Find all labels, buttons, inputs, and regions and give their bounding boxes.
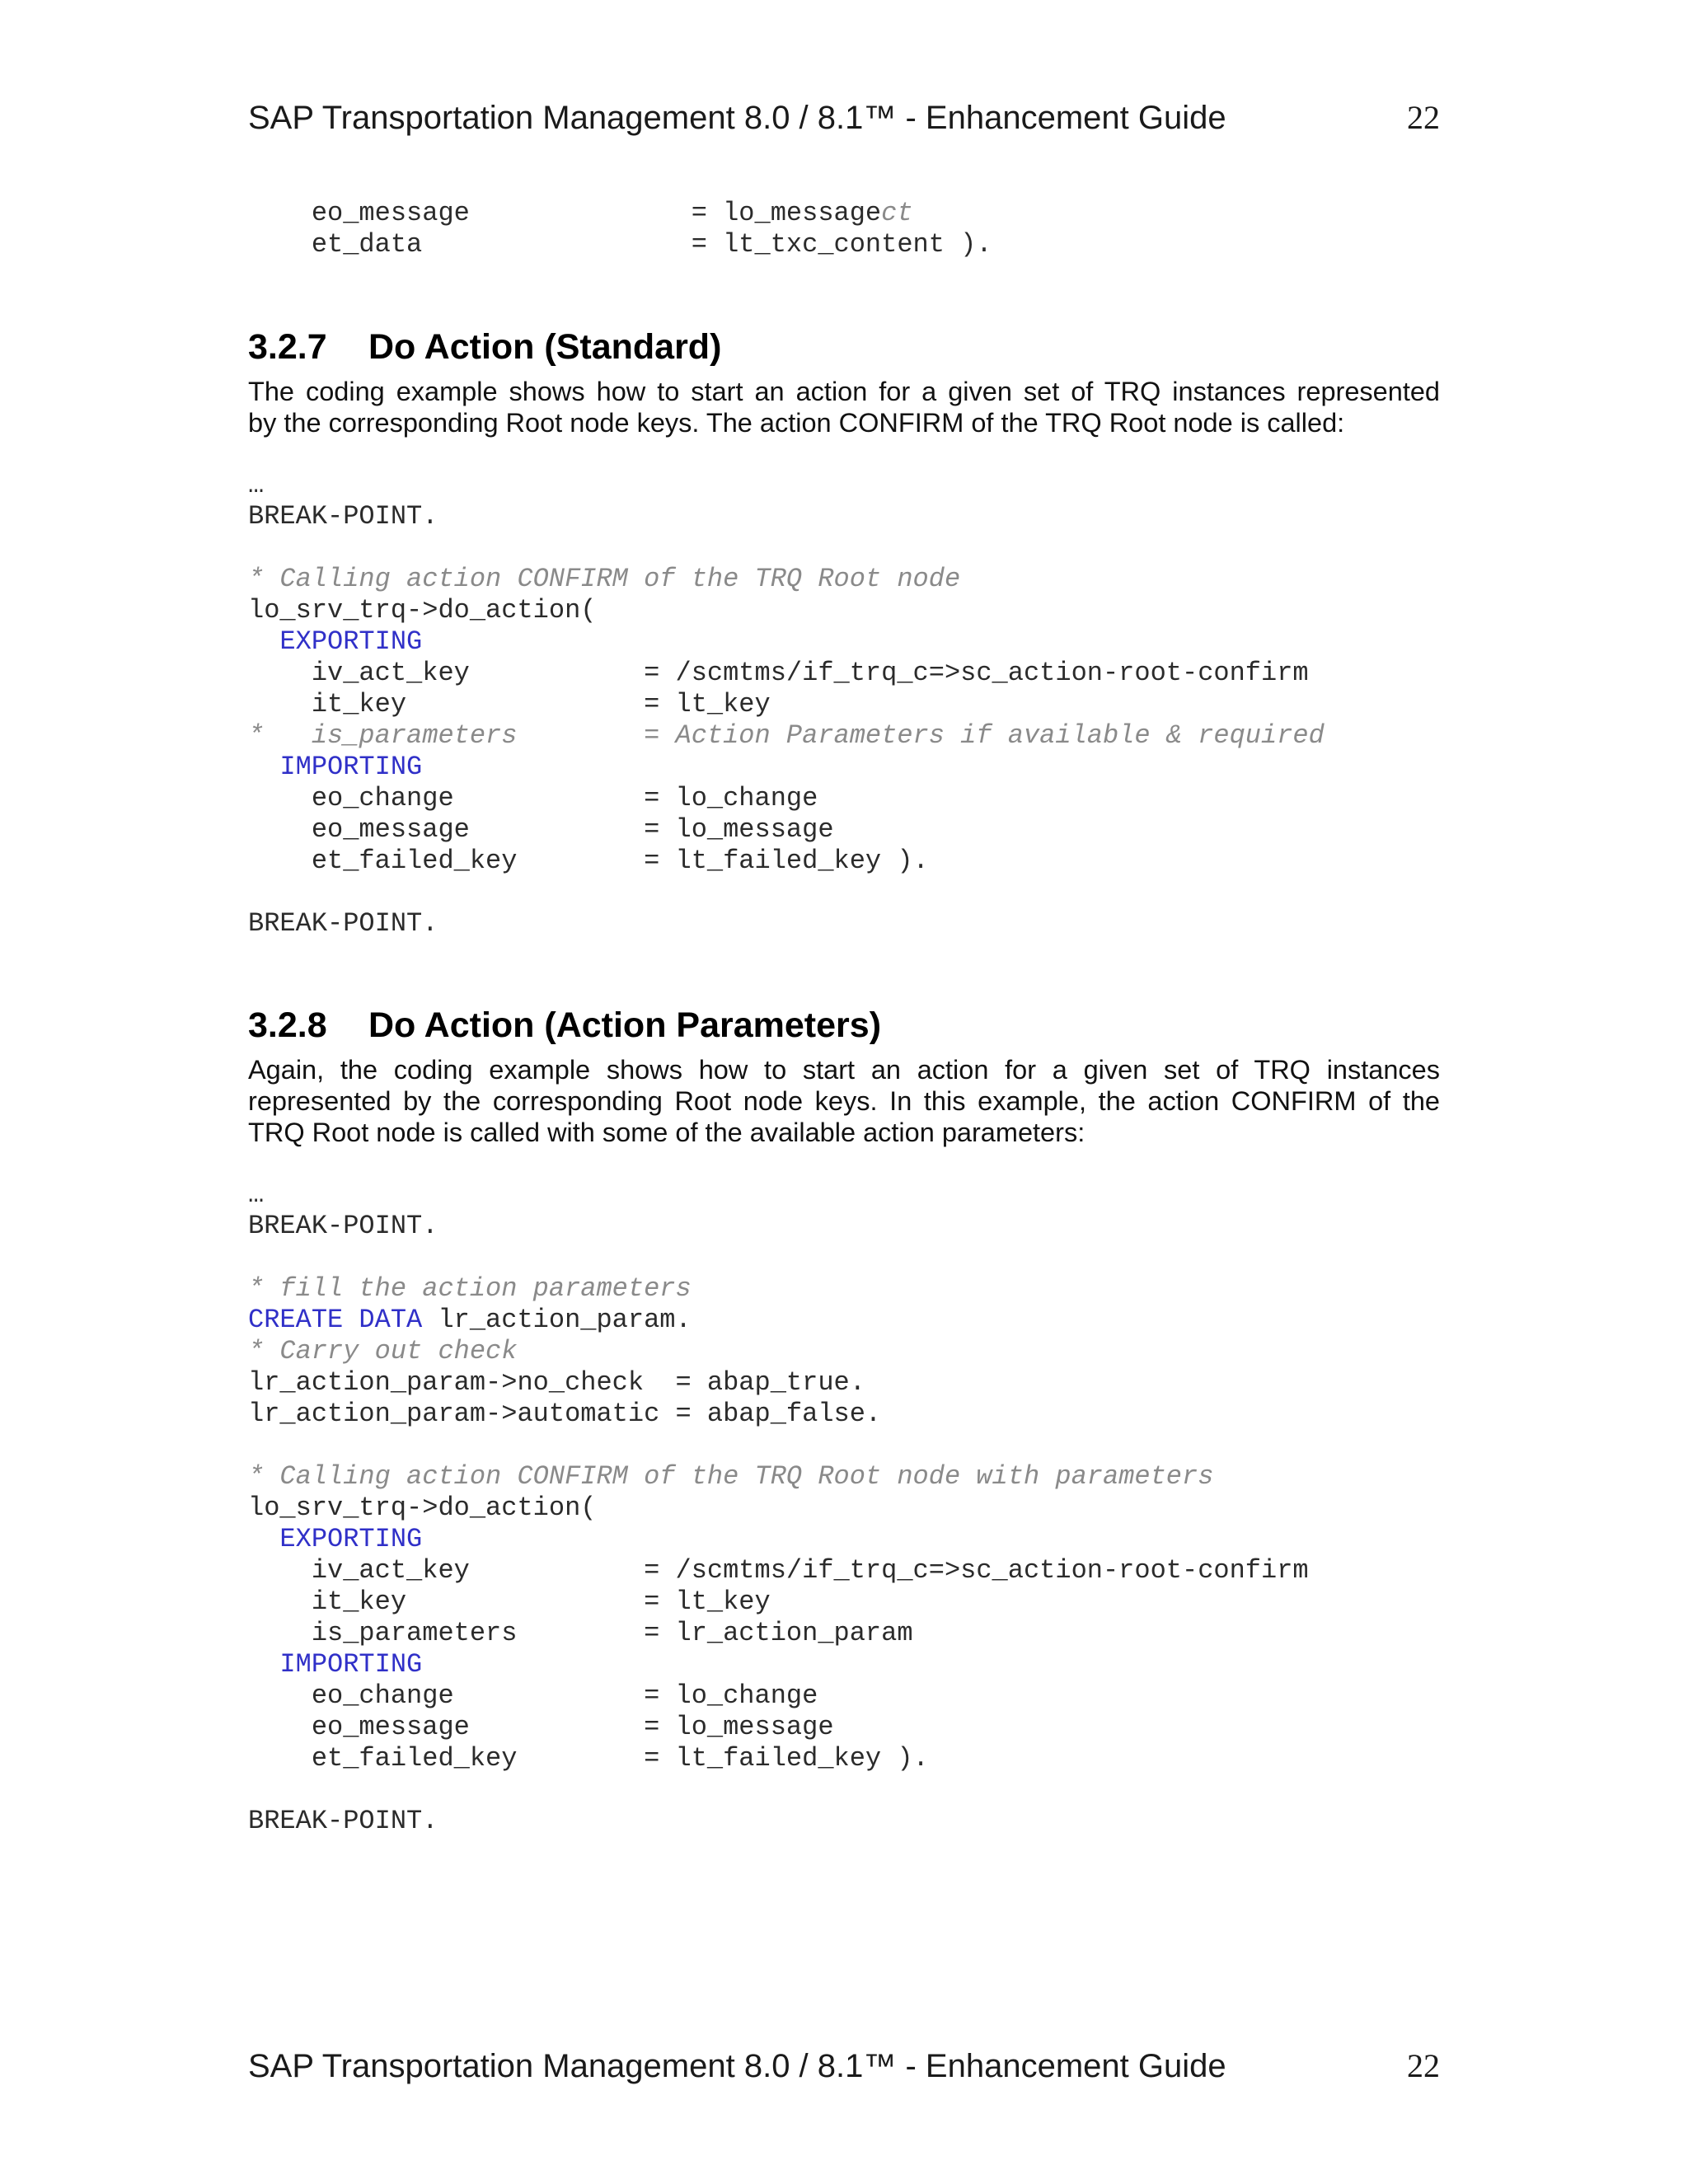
- code-line: [248, 1399, 1309, 1430]
- code-comment: * is_parameters = Action Parameters if available & required: [248, 720, 1325, 751]
- code-text: et_data = lt_txc_content ).: [248, 229, 992, 260]
- section-heading-3-2-8: [248, 1005, 881, 1046]
- code-block-do-action-standard: [248, 470, 1325, 940]
- code-line: [248, 1430, 1309, 1461]
- header-title: SAP Transportation Management 8.0 / 8.1™ - Enhancement Guide: [248, 100, 1226, 136]
- code-line: [248, 1242, 1309, 1273]
- section-number: 3.2.8: [248, 1005, 327, 1045]
- code-text: et_failed_key = lt_failed_key ).: [248, 846, 929, 876]
- code-line: [248, 1712, 1309, 1743]
- code-line: [248, 814, 1325, 846]
- page-footer: [248, 2046, 1440, 2086]
- code-line: [248, 1336, 1309, 1367]
- code-line: [248, 1524, 1309, 1555]
- section-number: 3.2.7: [248, 327, 327, 367]
- paragraph-line: The coding example shows how to start an action for a given set of TRQ instances represented: [248, 377, 1440, 406]
- code-comment: ct: [881, 198, 913, 228]
- code-text: lr_action_param.: [422, 1305, 692, 1335]
- code-block-do-action-parameters: [248, 1179, 1309, 1837]
- code-line: [248, 1743, 1309, 1774]
- code-text: BREAK-POINT.: [248, 501, 438, 532]
- code-text: lo_srv_trq->do_action(: [248, 595, 597, 626]
- header-page-number: 22: [1407, 99, 1440, 136]
- code-line: [248, 1305, 1309, 1336]
- code-keyword: IMPORTING: [248, 1649, 423, 1680]
- code-line: [248, 1211, 1309, 1242]
- code-text: BREAK-POINT.: [248, 1211, 438, 1241]
- code-line: [248, 1680, 1309, 1712]
- code-comment: * Calling action CONFIRM of the TRQ Root node: [248, 564, 961, 594]
- code-line: [248, 720, 1325, 752]
- code-line: [248, 532, 1325, 564]
- section-3-2-7-paragraph: [248, 376, 1440, 438]
- code-line: [248, 1774, 1309, 1806]
- code-line: [248, 229, 992, 260]
- code-text: is_parameters = lr_action_param: [248, 1618, 913, 1648]
- code-text: lr_action_param->automatic = abap_false.: [248, 1399, 882, 1429]
- footer-page-number: 22: [1407, 2047, 1440, 2084]
- code-line: [248, 564, 1325, 595]
- code-line: [248, 877, 1325, 908]
- code-text: iv_act_key = /scmtms/if_trq_c=>sc_action-root-confirm: [248, 658, 1309, 688]
- code-keyword: EXPORTING: [248, 626, 423, 657]
- paragraph-line: represented by the corresponding Root node keys. In this example, the action CONFIRM of the: [248, 1086, 1440, 1116]
- code-text: BREAK-POINT.: [248, 1806, 438, 1836]
- code-block-continuation: [248, 198, 992, 260]
- code-line: [248, 1461, 1309, 1493]
- code-line: [248, 846, 1325, 877]
- paragraph-line: by the corresponding Root node keys. The action CONFIRM of the TRQ Root node is called:: [248, 408, 1345, 438]
- code-line: [248, 501, 1325, 532]
- code-line: [248, 783, 1325, 814]
- code-line: [248, 595, 1325, 626]
- code-comment: * Calling action CONFIRM of the TRQ Root node with parameters: [248, 1461, 1214, 1492]
- page-header: [248, 98, 1440, 138]
- code-line: [248, 1806, 1309, 1837]
- code-keyword: IMPORTING: [248, 752, 423, 782]
- code-line: [248, 908, 1325, 940]
- code-text: BREAK-POINT.: [248, 908, 438, 939]
- code-text: eo_change = lo_change: [248, 1680, 818, 1711]
- code-text: …: [248, 470, 265, 500]
- code-text: lo_srv_trq->do_action(: [248, 1493, 597, 1523]
- section-title: Do Action (Standard): [368, 327, 722, 367]
- code-line: [248, 1273, 1309, 1305]
- code-line: [248, 1367, 1309, 1399]
- code-line: [248, 752, 1325, 783]
- code-text: eo_change = lo_change: [248, 783, 818, 813]
- section-heading-3-2-7: [248, 326, 721, 368]
- code-line: [248, 1555, 1309, 1586]
- code-text: eo_message = lo_message: [248, 814, 834, 845]
- code-line: [248, 1493, 1309, 1524]
- footer-title: SAP Transportation Management 8.0 / 8.1™ - Enhancement Guide: [248, 2048, 1226, 2084]
- code-text: …: [248, 1179, 265, 1210]
- code-text: et_failed_key = lt_failed_key ).: [248, 1743, 929, 1774]
- code-keyword: EXPORTING: [248, 1524, 423, 1554]
- code-keyword: CREATE DATA: [248, 1305, 423, 1335]
- code-line: [248, 1586, 1309, 1618]
- section-title: Do Action (Action Parameters): [368, 1005, 882, 1045]
- section-3-2-8-paragraph: [248, 1054, 1440, 1148]
- code-comment: * fill the action parameters: [248, 1273, 692, 1304]
- code-line: [248, 626, 1325, 658]
- code-text: eo_message = lo_message: [248, 198, 882, 228]
- code-line: [248, 470, 1325, 501]
- code-text: iv_act_key = /scmtms/if_trq_c=>sc_action-root-confirm: [248, 1555, 1309, 1586]
- paragraph-line: TRQ Root node is called with some of the available action parameters:: [248, 1118, 1085, 1147]
- code-text: eo_message = lo_message: [248, 1712, 834, 1742]
- code-text: it_key = lt_key: [248, 1586, 771, 1617]
- code-line: [248, 1649, 1309, 1680]
- code-text: lr_action_param->no_check = abap_true.: [248, 1367, 865, 1398]
- code-text: it_key = lt_key: [248, 689, 771, 719]
- code-line: [248, 198, 992, 229]
- code-line: [248, 1618, 1309, 1649]
- code-comment: * Carry out check: [248, 1336, 518, 1366]
- code-line: [248, 658, 1325, 689]
- code-line: [248, 689, 1325, 720]
- paragraph-line: Again, the coding example shows how to start an action for a given set of TRQ instances: [248, 1055, 1440, 1085]
- code-line: [248, 1179, 1309, 1211]
